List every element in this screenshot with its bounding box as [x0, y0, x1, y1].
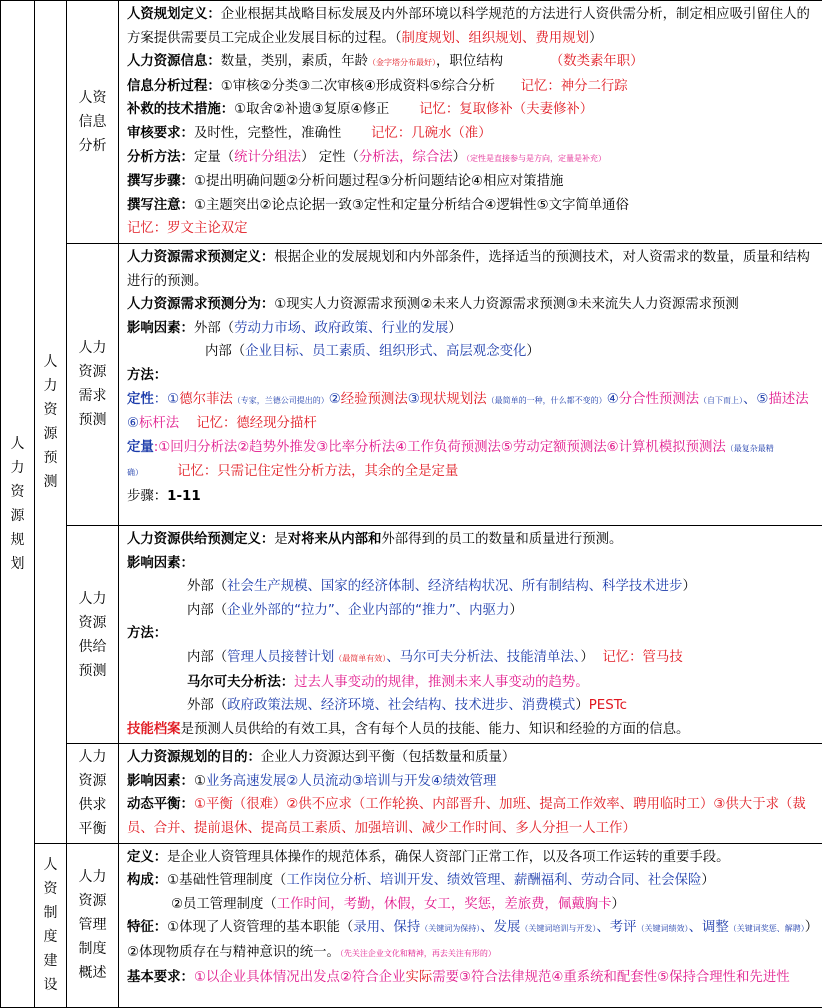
text-line: 特征：①体现了人资管理的基本职能（录用、保持（关键词为保持）、发展（关键词培训与开发）、考评（关键词绩效）、调整（关键词奖惩、解聘））②体现物质存在与精神意识的统一。（先关注企业文化和精神，再去关注有形的）	[127, 916, 816, 965]
text-line: 审核要求：及时性，完整性，准确性 记忆：几碗水（准）	[127, 122, 816, 146]
text-line: 人力资源供给预测定义：是对将来从内部和外部得到的员工的数量和质量进行预测。	[127, 528, 816, 552]
text-line: 人力资源信息：数量，类别，素质，年龄（金字塔分布最好），职位结构 （数类素年职）	[127, 50, 816, 75]
section-label-info: 人资信息分析	[67, 1, 119, 244]
text-line: 补救的技术措施：①取舍②补遗③复原④修正 记忆：复取修补（夫妻修补）	[127, 98, 816, 122]
section-body-info	[119, 1, 822, 244]
section-body-balance	[119, 744, 822, 843]
text-line: 人力资源需求预测定义：根据企业的发展规划和内外部条件，选择适当的预测技术，对人资需求的数量，质量和结构进行的预测。	[127, 246, 816, 293]
text-line: 技能档案是预测人员供给的有效工具，含有每个人员的技能、能力、知识和经验的方面的信息。	[127, 718, 816, 742]
text-line: 记忆：罗文主论双定	[127, 217, 816, 241]
group-label-forecast: 人力资源预测	[35, 1, 67, 844]
section-label-supply: 人力资源供给预测	[67, 525, 119, 743]
text-line: 影响因素：①业务高速发展②人员流动③培训与开发④绩效管理	[127, 770, 816, 794]
text-line: ②员工管理制度（工作时间，考勤，休假，女工，奖惩，差旅费，佩戴胸卡）	[127, 893, 816, 917]
text-line: 信息分析过程：①审核②分类③二次审核④形成资料⑤综合分析 记忆：神分二行踪	[127, 75, 816, 99]
text-line: 步骤：1-11	[127, 485, 816, 509]
text-line: 构成：①基础性管理制度（工作岗位分析、培训开发、绩效管理、薪酬福利、劳动合同、社会保险）	[127, 869, 816, 893]
text-line: 外部（社会生产规模、国家的经济体制、经济结构状况、所有制结构、科学技术进步）	[127, 575, 816, 599]
section-body-supply	[119, 525, 822, 743]
chapter-label: 人力资源规划	[1, 1, 35, 1008]
text-line: 内部（企业外部的“拉力”、企业内部的“推力”、内驱力）	[127, 599, 816, 623]
text-line: 定义：是企业人资管理具体操作的规范体系，确保人资部门正常工作，以及各项工作运转的重要手段。	[127, 846, 816, 870]
section-body-demand	[119, 243, 822, 525]
group-label-system: 人资制度建设	[35, 843, 67, 1007]
text-line: 方法：	[127, 622, 816, 646]
text-line: 人资规划定义：企业根据其战略目标发展及内外部环境以科学规范的方法进行人资供需分析，制定相应吸引留住人的方案提供需要员工完成企业发展目标的过程。（制度规划、组织规划、费用规划）	[127, 3, 816, 50]
text-line: 动态平衡：①平衡（很难）②供不应求（工作轮换、内部晋升、加班、提高工作效率、聘用临时工）③供大于求（裁员、合并、提前退休、提高员工素质、加强培训、减少工作时间、多人分担一人工作）	[127, 793, 816, 840]
text-line: 定性：①德尔菲法（专家，兰德公司提出的）②经验预测法③现状规划法（最简单的一种，什么都不变的）④分合性预测法（自下而上）、⑤描述法⑥标杆法 记忆：德经现分描杆	[127, 388, 816, 436]
text-line: 基本要求：①以企业具体情况出发点②符合企业实际需要③符合法律规范④重系统和配套性⑤保持合理性和先进性	[127, 966, 816, 990]
text-line: 方法：	[127, 364, 816, 388]
text-line: 分析方法：定量（统计分组法） 定性（分析法，综合法）（定性是直接参与是方向，定量是补充）	[127, 146, 816, 171]
text-line: 人力资源需求预测分为：①现实人力资源需求预测②未来人力资源需求预测③未来流失人力资源需求预测	[127, 293, 816, 317]
text-line: 人力资源规划的目的：企业人力资源达到平衡（包括数量和质量）	[127, 746, 816, 770]
section-label-demand: 人力资源需求预测	[67, 243, 119, 525]
text-line: 撰写注意：①主题突出②论点论据一致③定性和定量分析结合④逻辑性⑤文字简单通俗	[127, 194, 816, 218]
text-line: 外部（政府政策法规、经济环境、社会结构、技术进步、消费模式）PESTc	[127, 694, 816, 718]
text-line: 影响因素：外部（劳动力市场、政府政策、行业的发展）	[127, 317, 816, 341]
section-body-system	[119, 843, 822, 1007]
text-line: 内部（企业目标、员工素质、组织形式、高层观念变化）	[127, 340, 816, 364]
text-line: 定量:①回归分析法②趋势外推发③比率分析法④工作负荷预测法⑤劳动定额预测法⑥计算机模拟预测法（最复杂最精确） 记忆：只需记住定性分析方法，其余的全是定量	[127, 436, 816, 485]
text-line: 内部（管理人员接替计划（最简单有效）、马尔可夫分析法、技能清单法、） 记忆：管马技	[127, 646, 816, 671]
text-line: 影响因素：	[127, 552, 816, 576]
text-line: 马尔可夫分析法：过去人事变动的规律，推测未来人事变动的趋势。	[127, 671, 816, 695]
text-line: 撰写步骤：①提出明确问题②分析问题过程③分析问题结论④相应对策措施	[127, 170, 816, 194]
section-label-system: 人力资源管理制度概述	[67, 843, 119, 1007]
section-label-balance: 人力资源供求平衡	[67, 744, 119, 843]
